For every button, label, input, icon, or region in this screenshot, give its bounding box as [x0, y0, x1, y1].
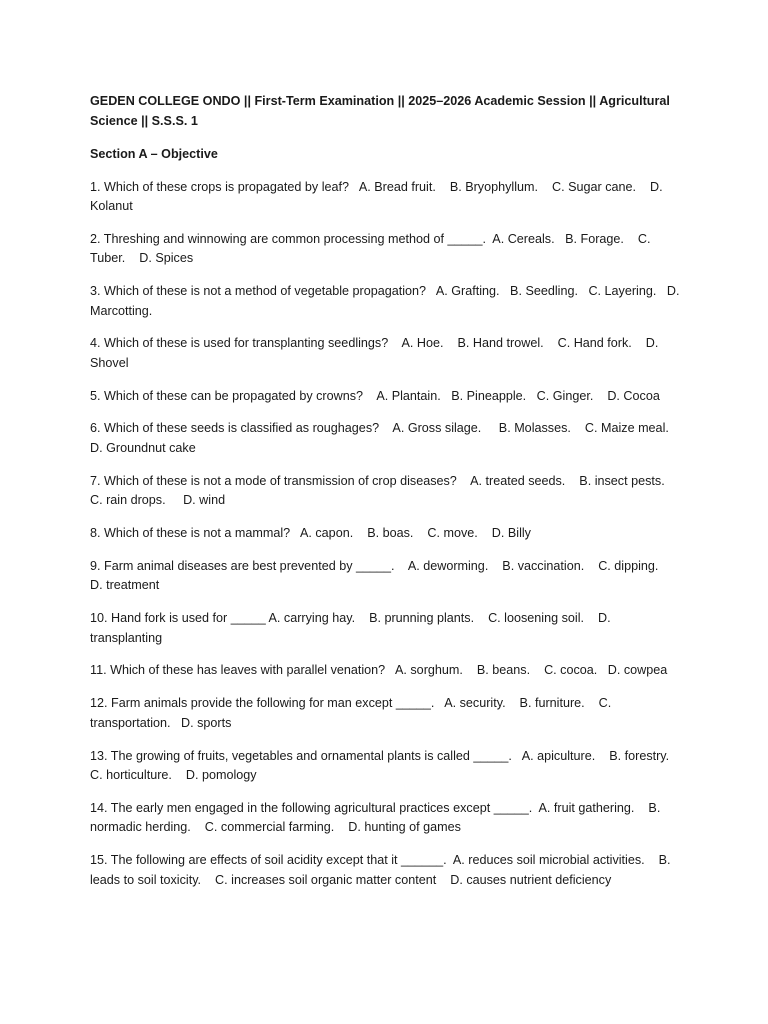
question-11: 11. Which of these has leaves with parallel venation? A. sorghum. B. beans. C. cocoa. D. cowpea	[90, 663, 668, 678]
section-title: Section A – Objective	[90, 147, 218, 161]
question-10: 10. Hand fork is used for _____ A. carrying hay. B. prunning plants. C. loosening soil. D. transplanting	[90, 611, 615, 645]
question-6: 6. Which of these seeds is classified as roughages? A. Gross silage. B. Molasses. C. Maize meal. D. Groundnut cake	[90, 421, 683, 455]
exam-page	[90, 92, 682, 903]
question-7: 7. Which of these is not a mode of transmission of crop diseases? A. treated seeds. B. insect pests. C. rain drops. D. wind	[90, 473, 679, 508]
question-3: 3. Which of these is not a method of vegetable propagation? A. Grafting. B. Seedling. C. Layering. D. Marcotting.	[90, 284, 683, 318]
question-5: 5. Which of these can be propagated by crowns? A. Plantain. B. Pineapple. C. Ginger. D. Cocoa	[90, 388, 660, 403]
question-2: 2. Threshing and winnowing are common processing method of _____. A. Cereals. B. Forage. C. Tuber. D. Spices	[90, 231, 654, 266]
question-9: 9. Farm animal diseases are best prevented by _____. A. deworming. B. vaccination. C. dipping. D. treatment	[90, 558, 673, 593]
question-8: 8. Which of these is not a mammal? A. capon. B. boas. C. move. D. Billy	[90, 526, 531, 541]
question-15: 15. The following are effects of soil acidity except that it ______. A. reduces soil microbial activities. B. leads to soil toxicity. C. increases soil organic matter content D. causes nutrient deficiency	[90, 853, 675, 887]
question-14: 14. The early men engaged in the following agricultural practices except _____. A. fruit gathering. B. normadic herding. C. commercial farming. D. hunting of games	[90, 800, 664, 835]
question-4: 4. Which of these is used for transplanting seedlings? A. Hoe. B. Hand trowel. C. Hand fork. D. Shovel	[90, 336, 662, 370]
exam-header: GEDEN COLLEGE ONDO || First-Term Examination || 2025–2026 Academic Session || Agricultural Science || S.S.S. 1	[90, 94, 670, 128]
question-13: 13. The growing of fruits, vegetables and ornamental plants is called _____. A. apiculture. B. forestry. C. horticulture. D. pomology	[90, 748, 684, 783]
question-12: 12. Farm animals provide the following for man except _____. A. security. B. furniture. C. transportation. D. sports	[90, 696, 615, 730]
question-1: 1. Which of these crops is propagated by leaf? A. Bread fruit. B. Bryophyllum. C. Sugar cane. D. Kolanut	[90, 179, 667, 213]
